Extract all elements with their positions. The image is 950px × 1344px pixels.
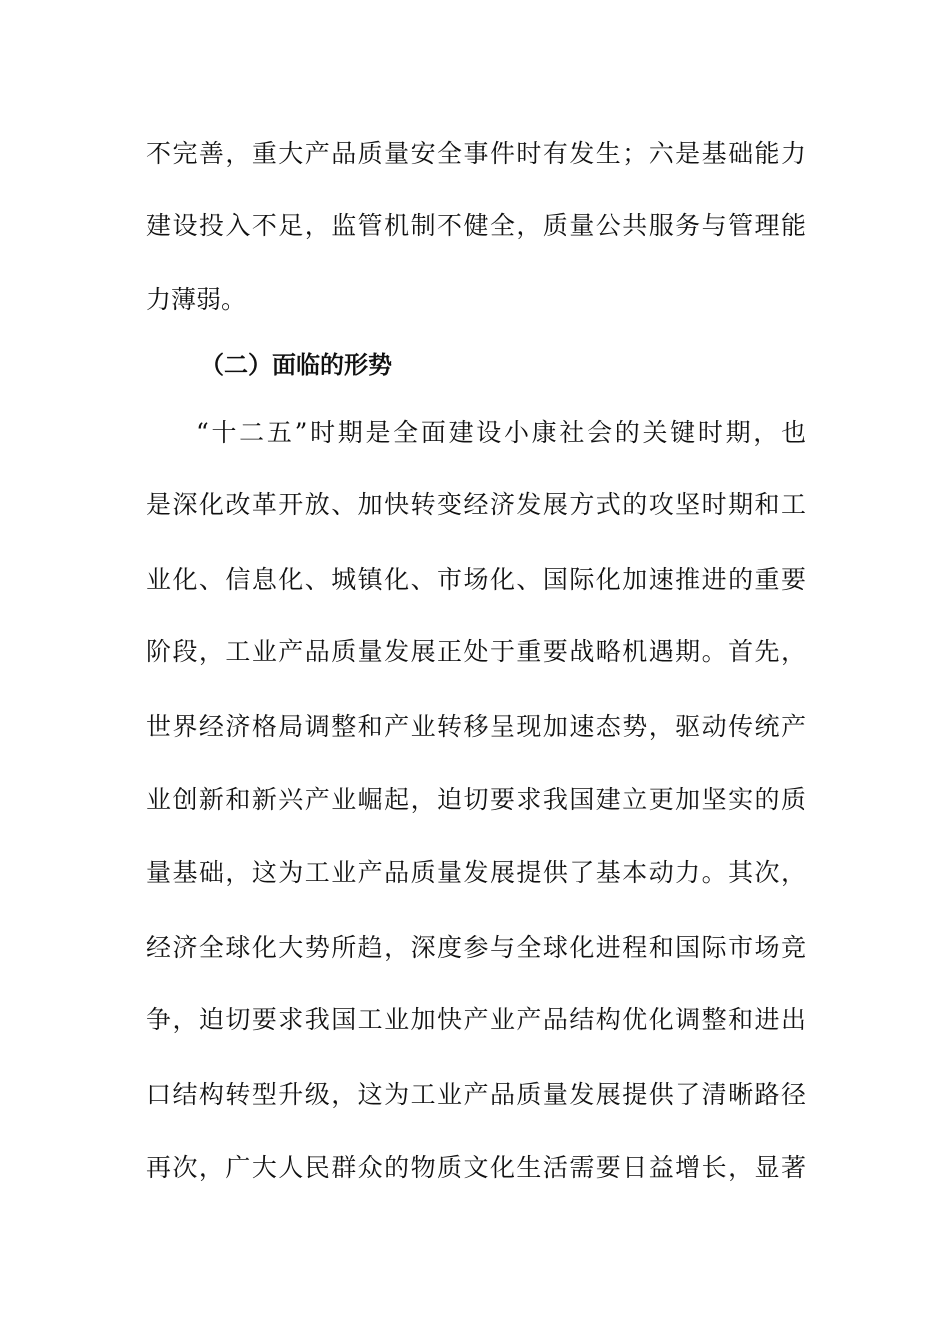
paragraph-line: 业化、信息化、城镇化、市场化、国际化加速推进的重要 [146,565,806,594]
paragraph-line: 世界经济格局调整和产业转移呈现加速态势，驱动传统产 [146,712,806,741]
paragraph-line: 口结构转型升级，这为工业产品质量发展提供了清晰路径 [146,1080,806,1109]
paragraph-line: “十二五”时期是全面建设小康社会的关键时期，也 [196,418,806,447]
paragraph-line: 不完善，重大产品质量安全事件时有发生；六是基础能力 [146,139,806,168]
paragraph-line: 经济全球化大势所趋，深度参与全球化进程和国际市场竞 [146,933,806,962]
paragraph-line: 阶段，工业产品质量发展正处于重要战略机遇期。首先， [146,637,806,666]
paragraph-line: 业创新和新兴产业崛起，迫切要求我国建立更加坚实的质 [146,785,806,814]
paragraph-line: 争，迫切要求我国工业加快产业产品结构优化调整和进出 [146,1005,806,1034]
section-heading: （二）面临的形势 [200,351,392,379]
paragraph-line: 建设投入不足，监管机制不健全，质量公共服务与管理能 [146,211,806,240]
paragraph-line: 是深化改革开放、加快转变经济发展方式的攻坚时期和工 [146,490,806,519]
paragraph-line: 力薄弱。 [146,285,247,314]
paragraph-line: 再次，广大人民群众的物质文化生活需要日益增长，显著 [146,1153,806,1182]
paragraph-line: 量基础，这为工业产品质量发展提供了基本动力。其次， [146,858,806,887]
